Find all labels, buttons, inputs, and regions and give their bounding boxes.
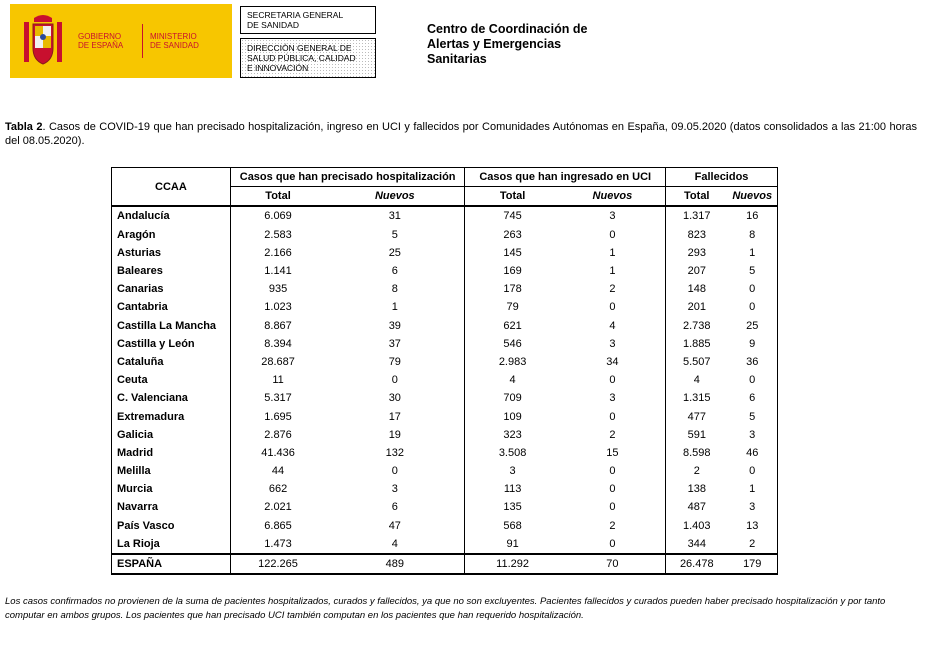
cell-value: 8.598 [683,446,711,459]
cell-value: 0 [560,371,666,389]
cell-value: 179 [727,554,777,574]
cell-value: 5.317 [264,392,292,405]
cell-value: 135 [503,501,522,514]
sub-header: Nuevos [325,187,465,207]
cell-value: 1 [325,298,465,316]
table-row [112,535,778,554]
covid-table [111,167,778,575]
cell-value: 36 [727,353,777,371]
cell-value: 662 [268,483,288,496]
gobierno-label: GOBIERNO DE ESPAÑA [78,32,124,50]
cell-value: 3 [727,426,777,444]
cell-value: 935 [268,283,288,296]
cell-value: 15 [560,444,666,462]
cell-value: 44 [271,465,285,478]
table-row [112,317,778,335]
cell-value: 487 [687,501,706,514]
cell-value: 8.394 [264,337,292,350]
cell-value: 3 [509,465,516,478]
cell-value: 293 [687,246,706,259]
cell-value: 1.885 [683,337,711,350]
cell-value: 1 [727,244,777,262]
cell-value: 0 [560,298,666,316]
cell-value: 0 [325,462,465,480]
region-name: Cantabria [112,298,231,316]
sub-header: Total [230,187,325,207]
region-name: Galicia [112,426,231,444]
table-row [112,335,778,353]
region-name: Aragón [112,226,231,244]
coat-of-arms-icon [20,12,66,70]
region-name: Castilla La Mancha [112,317,231,335]
cell-value: 91 [506,537,519,550]
region-name: Andalucía [112,206,231,225]
region-name: Navarra [112,498,231,516]
cell-value: 3 [727,498,777,516]
group-header-uci: Casos que han ingresado en UCI [465,168,666,187]
cell-value: 26.478 [666,554,728,574]
cell-value: 9 [727,335,777,353]
cell-value: 2.876 [264,428,292,441]
cell-value: 477 [687,410,706,423]
cell-value: 13 [727,517,777,535]
table-row [112,226,778,244]
cell-value: 546 [503,337,522,350]
group-header-hospital: Casos que han precisado hospitalización [230,168,465,187]
region-name: Cataluña [112,353,231,371]
cell-value: 0 [727,280,777,298]
cell-value: 0 [560,480,666,498]
region-name: Madrid [112,444,231,462]
cell-value: 1.023 [264,301,292,314]
cell-value: 31 [325,206,465,225]
region-name: País Vasco [112,517,231,535]
cell-value: 745 [503,210,522,223]
secretaria-box: SECRETARIA GENERAL DE SANIDAD [240,6,376,34]
cell-value: 4 [325,535,465,554]
cell-value: 0 [560,407,666,425]
cell-value: 11 [272,374,284,387]
cell-value: 19 [325,426,465,444]
cell-value: 79 [325,353,465,371]
direccion-box: DIRECCIÓN GENERAL DE SALUD PÚBLICA, CALIDAD E INNOVACIÓN [240,38,376,78]
cell-value: 1.141 [264,265,292,278]
cell-value: 169 [503,265,522,278]
cell-value: 0 [325,371,465,389]
cell-value: 323 [503,428,522,441]
table-caption [5,120,917,148]
cell-value: 0 [727,298,777,316]
cell-value: 11.292 [465,554,560,574]
cell-value: 1.317 [683,210,711,223]
cell-value: 39 [325,317,465,335]
cell-value: 0 [727,462,777,480]
cell-value: 5 [325,226,465,244]
total-row [112,554,778,574]
cell-value: 3.508 [498,446,527,459]
cell-value: 2 [693,465,700,478]
cell-value: 207 [687,265,706,278]
cell-value: 47 [325,517,465,535]
cell-value: 2.983 [498,355,527,368]
cell-value: 109 [503,410,522,423]
sub-header: Total [465,187,560,207]
group-header-fallecidos: Fallecidos [666,168,778,187]
cell-value: 2.738 [683,319,711,332]
cell-value: 6 [325,262,465,280]
cell-value: 8.867 [264,319,292,332]
cell-value: 1.315 [683,392,711,405]
cell-value: 0 [560,462,666,480]
cell-value: 30 [325,389,465,407]
cell-value: 1.473 [264,537,292,550]
table-row [112,426,778,444]
table-row [112,517,778,535]
cell-value: 148 [687,283,706,296]
cell-value: 5 [727,262,777,280]
cell-value: 1.695 [264,410,292,423]
cell-value: 6.069 [264,210,292,223]
region-name: Ceuta [112,371,231,389]
cell-value: 2 [727,535,777,554]
table-row [112,280,778,298]
table-row [112,480,778,498]
table-row [112,353,778,371]
cell-value: 3 [325,480,465,498]
table-row [112,444,778,462]
sub-header: Nuevos [727,187,777,207]
cell-value: 41.436 [261,446,295,459]
cell-value: 2 [560,280,666,298]
cell-value: 4 [560,317,666,335]
cell-value: 709 [503,392,522,405]
table-row [112,462,778,480]
table-row [112,298,778,316]
ministerio-label: MINISTERIO DE SANIDAD [150,32,199,50]
cell-value: 1 [727,480,777,498]
cell-value: 16 [727,206,777,225]
table-row [112,389,778,407]
region-name: Melilla [112,462,231,480]
cell-value: 6.865 [264,519,292,532]
cell-value: 5 [727,407,777,425]
cell-value: 122.265 [230,554,325,574]
cell-value: 6 [727,389,777,407]
cell-value: 621 [503,319,522,332]
table-row [112,371,778,389]
cell-value: 46 [727,444,777,462]
cell-value: 8 [727,226,777,244]
cell-value: 2 [560,426,666,444]
cell-value: 4 [509,374,516,387]
cell-value: 4 [693,374,700,387]
sub-header: Total [666,187,728,207]
cell-value: 823 [687,228,706,241]
region-name: Canarias [112,280,231,298]
cell-value: 113 [503,483,522,496]
cell-value: 3 [560,335,666,353]
region-name: Baleares [112,262,231,280]
region-name: La Rioja [112,535,231,554]
cell-value: 5.507 [683,355,711,368]
cell-value: 145 [503,246,522,259]
cell-value: 0 [560,535,666,554]
logo-divider [142,24,143,58]
cell-value: 34 [560,353,666,371]
cell-value: 25 [727,317,777,335]
cell-value: 263 [503,228,522,241]
table-row [112,206,778,225]
table-row [112,498,778,516]
ccaa-header: CCAA [112,168,231,207]
cell-value: 70 [560,554,666,574]
cell-value: 0 [560,498,666,516]
region-name: Castilla y León [112,335,231,353]
cell-value: 0 [560,226,666,244]
caption-label: Tabla 2 [5,121,43,133]
cell-value: 1 [560,244,666,262]
table-row [112,244,778,262]
cell-value: 3 [560,389,666,407]
table-row [112,407,778,425]
cell-value: 79 [506,301,519,314]
region-name: Asturias [112,244,231,262]
cell-value: 489 [325,554,465,574]
cell-value: 568 [503,519,522,532]
table-row [112,262,778,280]
cell-value: 25 [325,244,465,262]
sub-header: Nuevos [560,187,666,207]
cell-value: 3 [560,206,666,225]
cell-value: 37 [325,335,465,353]
cell-value: 201 [687,301,706,314]
cell-value: 6 [325,498,465,516]
footnote: Los casos confirmados no provienen de la suma de pacientes hospitalizados, curados y fallecidos, ya que no son excluyentes. Pacientes fallecidos y curados pueden haber precisado hospitalización y por tanto computar en ambos grupos. Los pacientes que han precisado UCI también computan en los pacientes que han requerido hospitalización. [5,596,886,621]
region-name: C. Valenciana [112,389,231,407]
cell-value: 2 [560,517,666,535]
cell-value: 178 [503,283,522,296]
cell-value: 344 [687,537,706,550]
cell-value: 591 [687,428,706,441]
region-name: Extremadura [112,407,231,425]
cell-value: 132 [325,444,465,462]
cell-value: 28.687 [261,355,295,368]
cell-value: 1.403 [683,519,711,532]
cell-value: 0 [727,371,777,389]
cell-value: 1 [560,262,666,280]
cell-value: 8 [325,280,465,298]
cell-value: 2.166 [264,246,292,259]
cell-value: 138 [687,483,706,496]
centro-title: Centro de Coordinación de Alertas y Emergencias Sanitarias [427,22,588,66]
cell-value: 2.021 [264,501,292,514]
government-logo-band [10,4,232,78]
cell-value: 17 [325,407,465,425]
cell-value: 2.583 [264,228,292,241]
region-name: ESPAÑA [112,554,231,574]
caption-text: . Casos de COVID-19 que han precisado hospitalización, ingreso en UCI y fallecidos por Comunidades Autónomas en España, 09.05.2020 (datos consolidados a las 21:00 horas del 08.05.2020). [5,121,917,147]
region-name: Murcia [112,480,231,498]
